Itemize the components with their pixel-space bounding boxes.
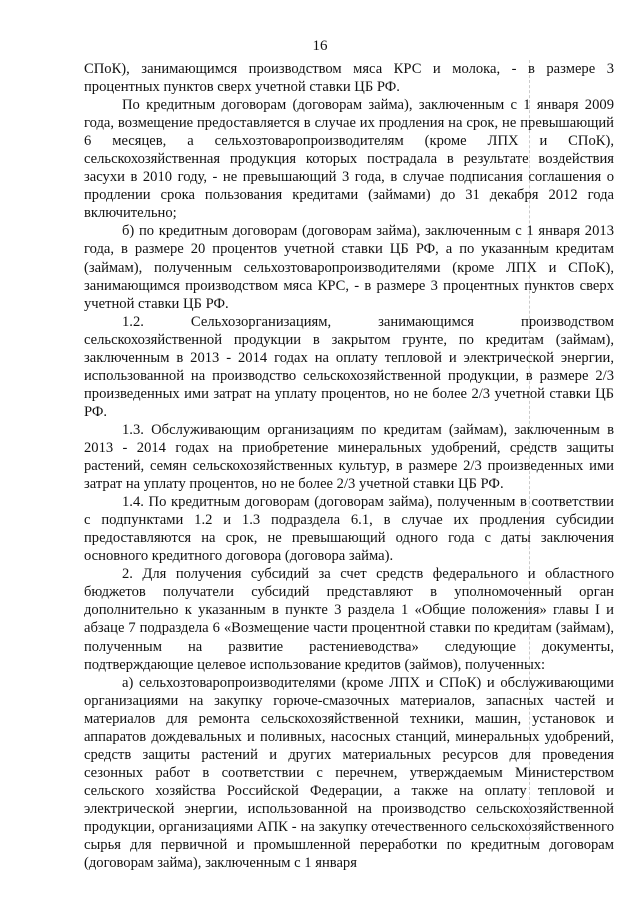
paragraph-1-2: 1.2. Сельхозорганизациям, занимающимся производством сельскохозяйственной продукции в закрытом грунте, по кредитам (займам), заключенным в 2013 - 2014 годах на оплату тепловой и электрической энергии, использованной на производство сельскохозяйственной продукции, в размере 2/3 произведенных ими затрат на уплату процентов, но не более 2/3 учетной ставки ЦБ РФ. [84, 313, 614, 420]
paragraph-2: 2. Для получения субсидий за счет средств федерального и областного бюджетов получатели субсидий представляют в уполномоченный орган дополнительно к указанным в пункте 3 раздела 1 «Общие положения» главы I и абзаце 7 подраздела 6 «Возмещение части процентной ставки по кредитам (займам), полученным на развитие растениеводства» следующие документы, подтверждающие целевое использование кредитов (займов), полученных: [84, 566, 614, 673]
paragraph-1-3: 1.3. Обслуживающим организациям по кредитам (займам), заключенным в 2013 - 2014 годах на приобретение минеральных удобрений, средств защиты растений, семян сельскохозяйственных культур, в размере 2/3 произведенных ими затрат на уплату процентов, но не более 2/3 учетной ставки ЦБ РФ. [84, 421, 614, 493]
page-number: 16 [312, 38, 328, 54]
paragraph-continuation: СПоК), занимающимся производством мяса КРС и молока, - в размере 3 процентных пунктов сверх учетной ставки ЦБ РФ. [84, 61, 614, 96]
paragraph-item-b: б) по кредитным договорам (договорам займа), заключенным с 1 января 2013 года, в размере 20 процентов учетной ставки ЦБ РФ, а по указанным кредитам (займам), полученным сельхозтоваропроизводителями (кроме ЛПХ и СПоК), занимающимся производством мяса КРС, - в размере 3 процентных пунктов сверх учетной ставки ЦБ РФ. [84, 223, 614, 312]
paragraph-1-4: 1.4. По кредитным договорам (договорам займа), полученным в соответствии с подпунктами 1.2 и 1.3 подраздела 6.1, в случае их продления субсидии предоставляются на срок, не превышающий одного года с даты заключения основного кредитного договора (договора займа). [84, 494, 614, 565]
paragraph-item-a: а) сельхозтоваропроизводителями (кроме ЛПХ и СПоК) и обслуживающими организациями на закупку горюче-смазочных материалов, запасных частей и материалов для ремонта сельскохозяйственной техники, машин, установок и аппаратов дождевальных и поливных, насосных станций, минеральных удобрений, средств защиты растений и других материальных ресурсов для проведения сезонных работ в соответствии с перечнем, утверждаемым Министерством сельского хозяйства Российской Федерации, а также на оплату тепловой и электрической энергии, использованной на производство сельскохозяйственной продукции, организациями АПК - на закупку отечественного сельскохозяйственного сырья для первичной и промышленной переработки по кредитным договорам (договорам займа), заключенным с 1 января [84, 674, 614, 872]
paragraph-loan-extension: По кредитным договорам (договорам займа), заключенным с 1 января 2009 года, возмещение предоставляется в случае их продления на срок, не превышающий 6 месяцев, а сельхозтоваропроизводителям (кроме ЛПХ и СПоК), сельскохозяйственная продукция которых пострадала в результате воздействия засухи в 2010 году, - не превышающий 3 года, в случае подписания соглашения о продлении срока пользования кредитами (займами) до 31 декабря 2012 года включительно; [84, 97, 614, 222]
document-body [84, 60, 614, 872]
